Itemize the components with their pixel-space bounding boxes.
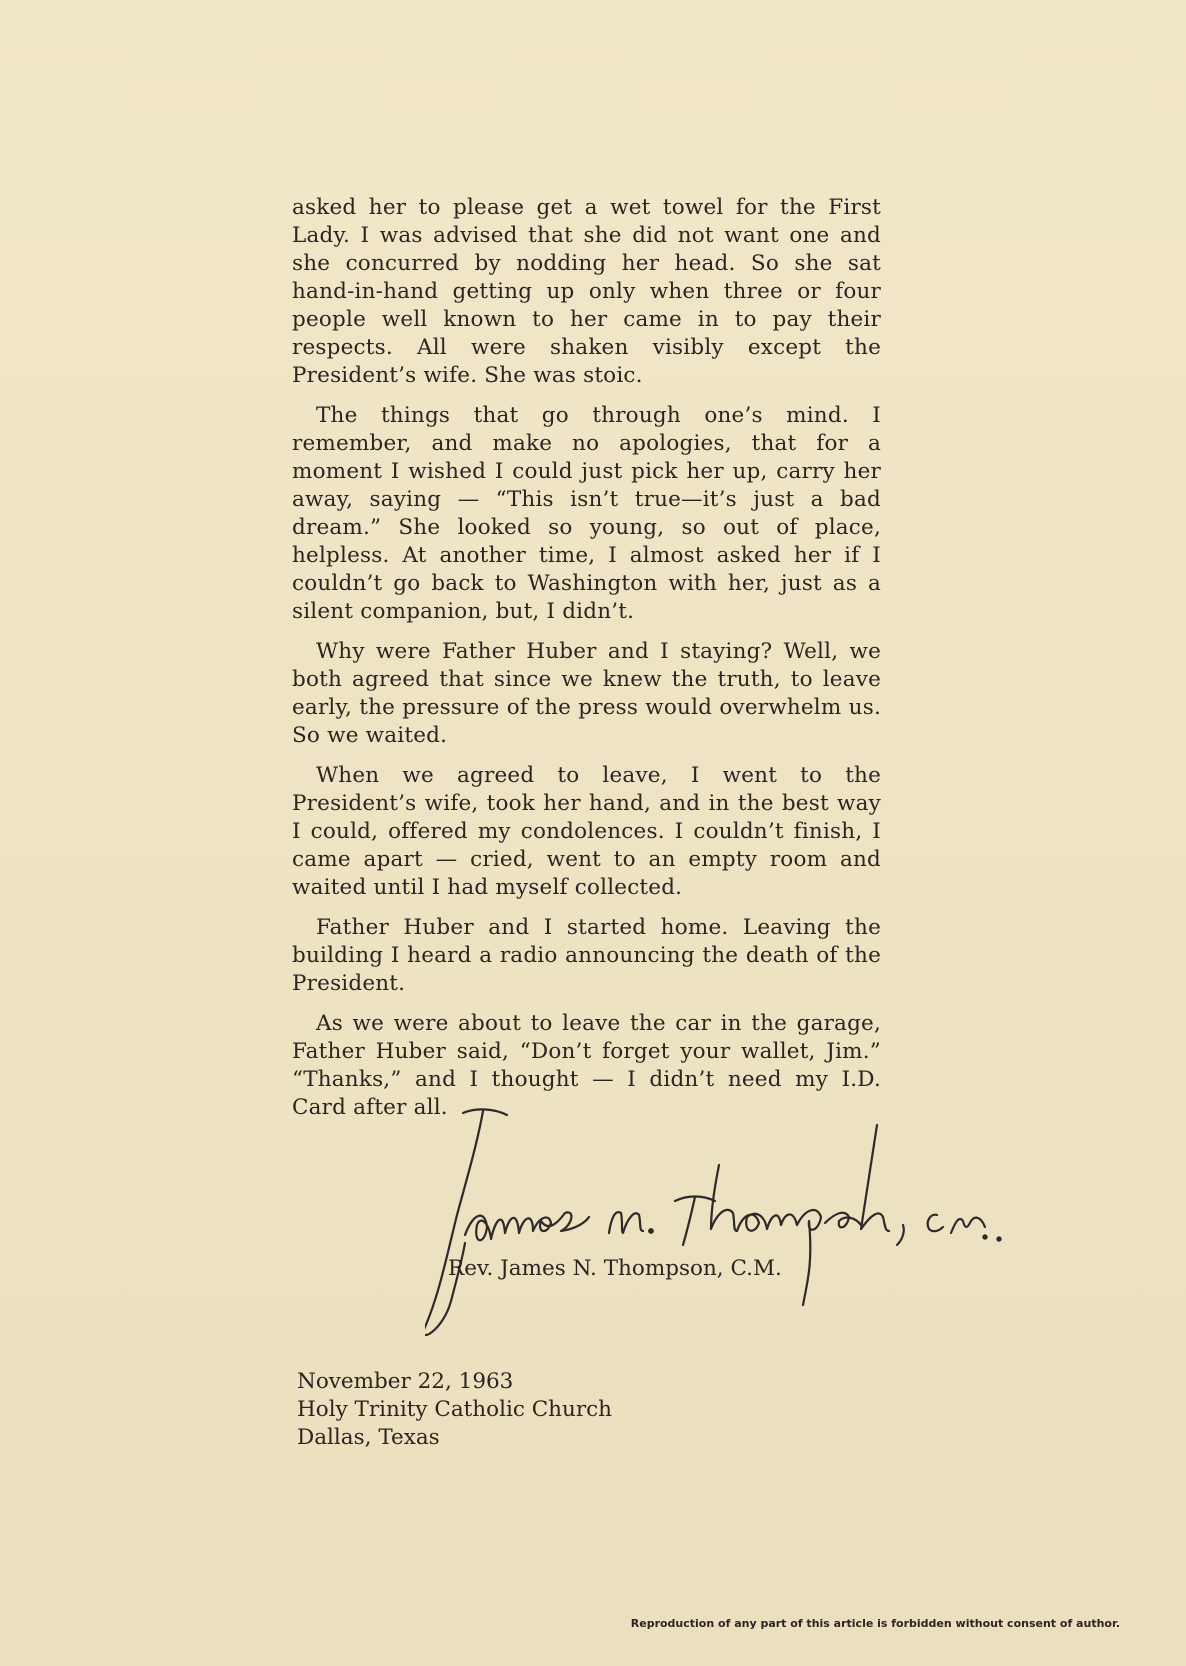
letter-place: Holy Trinity Catholic Church (297, 1397, 613, 1422)
paragraph-2: The things that go through one’s mind. I remember, and make no apologies, that for a moment I wished I could just pick her up, carry her away, saying — “This isn’t true—it’s just a bad dream.” She looked so young, so out of place, helpless. At another time, I almost asked her if I couldn’t go back to Washington with her, just as a silent companion, but, I didn’t. (292, 403, 881, 624)
paragraph-6: As we were about to leave the car in the garage, Father Huber said, “Don’t forget your wallet, Jim.” “Thanks,” and I thought — I didn’t need my I.D. Card after all. (292, 1011, 881, 1120)
paragraph-1: asked her to please get a wet towel for the First Lady. I was advised that she did not want one and she concurred by nodding her head. So she sat hand-in-hand getting up only when three or four people well known to her came in to pay their respects. All were shaken visibly except the President’s wife. She was stoic. (292, 195, 881, 388)
dateline (297, 1368, 612, 1452)
printed-signer-name: Rev. James N. Thompson, C.M. (448, 1256, 782, 1281)
letter-body (292, 194, 881, 1134)
paragraph-5: Father Huber and I started home. Leaving the building I heard a radio announcing the death of the President. (292, 915, 881, 996)
copyright-notice: Reproduction of any part of this article is forbidden without consent of author. (630, 1617, 1120, 1630)
letter-city: Dallas, Texas (297, 1425, 440, 1450)
paragraph-3: Why were Father Huber and I staying? Well, we both agreed that since we knew the truth, to leave early, the pressure of the press would overwhelm us. So we waited. (292, 639, 881, 748)
handwritten-signature (425, 1105, 1085, 1345)
paragraph-4: When we agreed to leave, I went to the President’s wife, took her hand, and in the best way I could, offered my condolences. I couldn’t finish, I came apart — cried, went to an empty room and waited until I had myself collected. (292, 763, 881, 900)
letter-date: November 22, 1963 (297, 1369, 514, 1394)
